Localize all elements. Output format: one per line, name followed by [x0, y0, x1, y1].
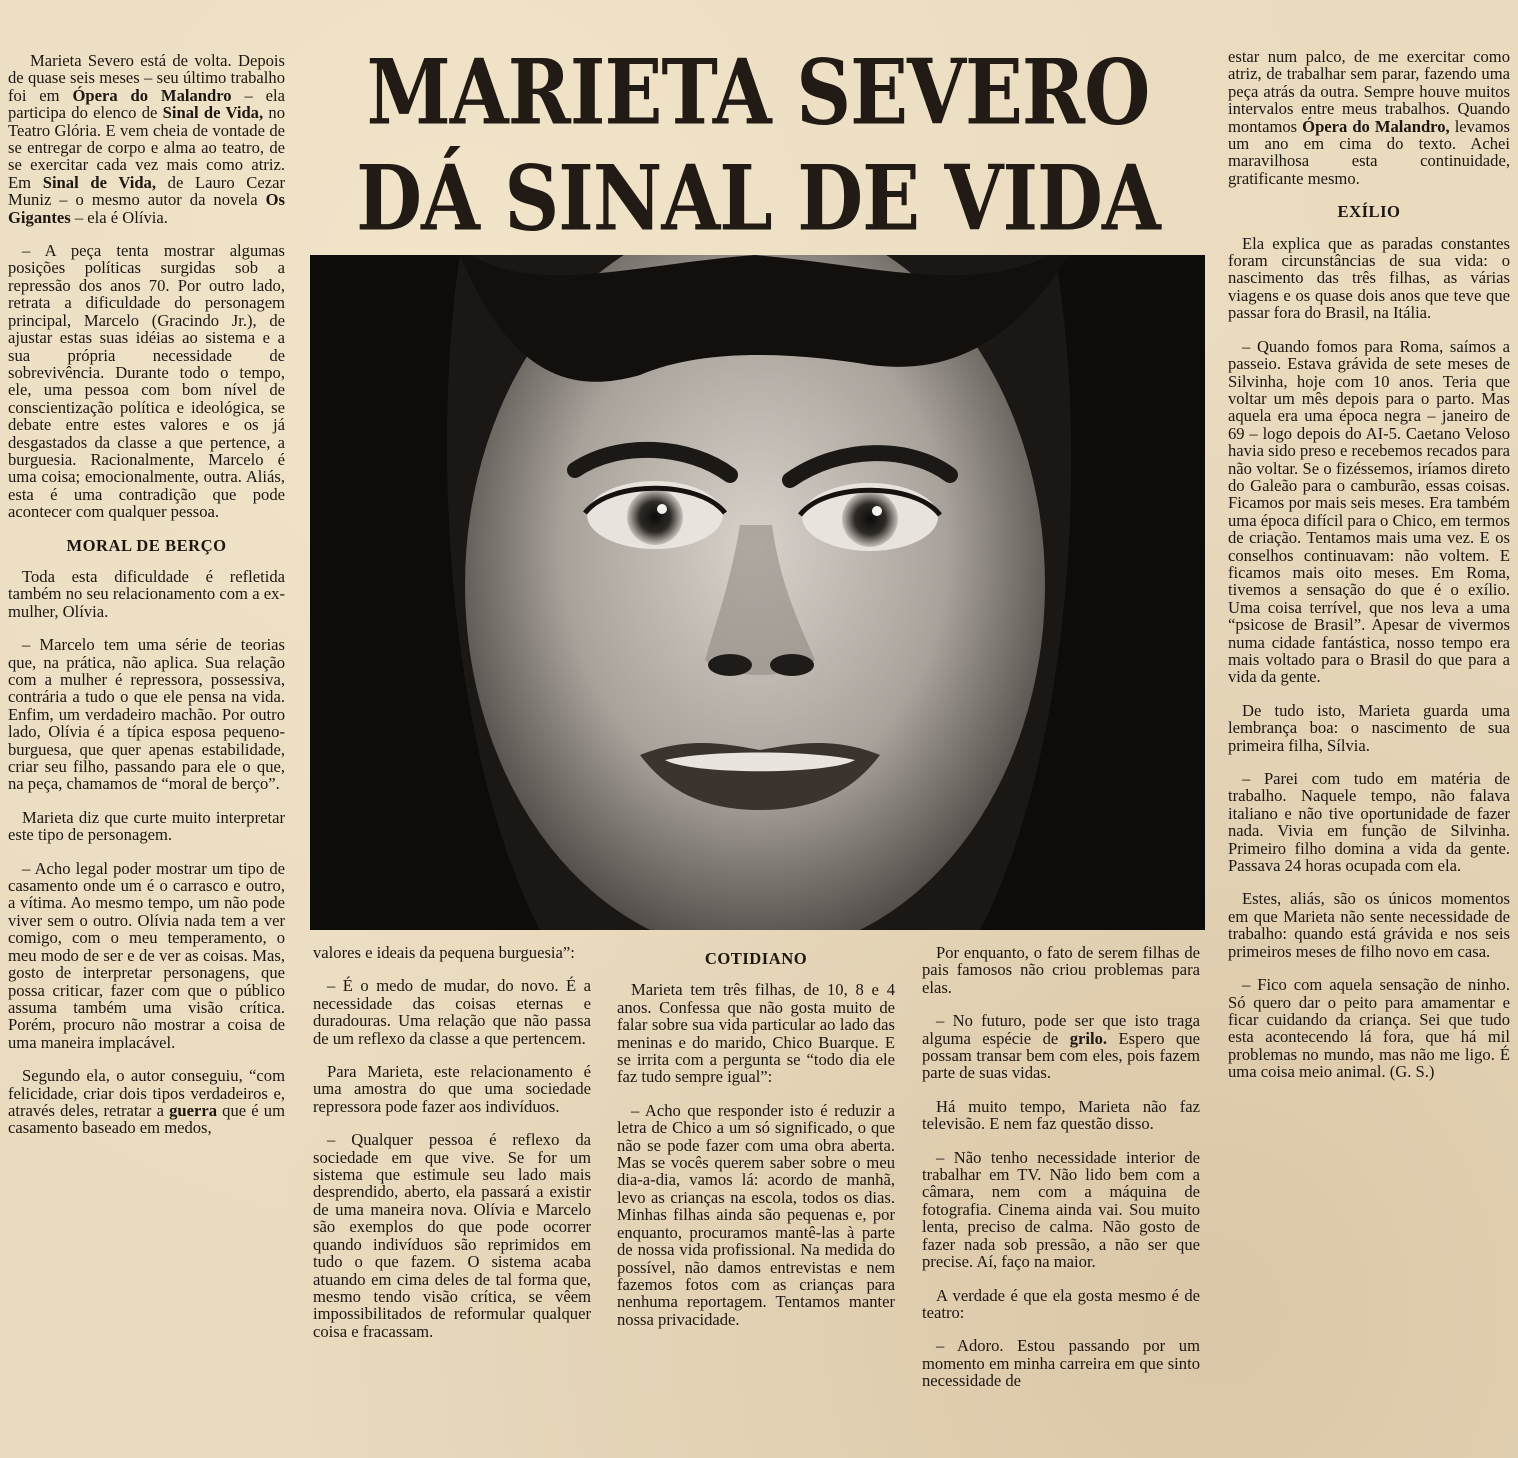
paragraph [8, 1067, 285, 1137]
paragraph: – Fico com aquela sensação de ninho. Só quero dar o peito para amamentar e ficar cuidando da criança. Sei que tudo esta acontecendo lá fora, que há mil problemas no mundo, mas não me ligo. É uma coisa meio animal. (G. S.) [1228, 975, 1510, 1082]
portrait-illustration [310, 255, 1205, 930]
paragraph: Para Marieta, este relacionamento é uma amostra do que uma sociedade repressora pode fazer aos indivíduos. [313, 1062, 591, 1116]
section-heading: COTIDIANO [704, 949, 808, 968]
paragraph: Marieta tem três filhas, de 10, 8 e 4 anos. Confessa que não gosta muito de falar sobre sua vida particular ao lado das meninas e do marido, Chico Buarque. E se irrita com a pergunta se “todo dia ele faz tudo sempre igual”: [617, 980, 895, 1087]
bold-text: Os Gigantes [8, 190, 285, 227]
paragraph: De tudo isto, Marieta guarda uma lembrança boa: o nascimento de sua primeira filha, Sílvia. [1228, 700, 1510, 755]
paragraph [1228, 48, 1510, 187]
paragraph: Ela explica que as paradas constantes foram circunstâncias de sua vida: o nascimento das três filhas, as várias viagens e os quase dois anos que teve que passar fora do Brasil, na Itália. [1228, 233, 1510, 323]
text: no Teatro Glória. E vem cheia de vontade de se entregar de corpo e alma ao teatro, de se exercitar cada vez mais como atriz. Em [8, 103, 286, 192]
paragraph: – Quando fomos para Roma, saímos a passeio. Estava grávida de sete meses de Silvinha, hoje com 10 anos. Teria que voltar um mês depois para o parto. Mas aquela era uma época negra – janeiro de 69 – logo depois do AI-5. Caetano Veloso havia sido preso e recebemos recados para não voltar. Se o fizéssemos, iríamos direto do Galeão para o camburão, essas coisas. Ficamos por mais seis meses. Era também uma época difícil para o Chico, em termos de criação. Tentamos mais uma vez. E os conselhos continuavam: não voltem. E ficamos mais oito meses. Em Roma, tivemos a sensação do que é o exílio. Uma coisa terrível, que nos leva a uma “psicose de Brasil”. Apesar de vivermos numa cidade fantástica, nosso tempo era mais voltado para o Brasil do que para a vida da gente. [1228, 336, 1510, 687]
text: Segundo ela, o autor conseguiu, “com felicidade, criar dois tipos verdadeiros e, através deles, retratar a [8, 1066, 285, 1120]
headline-line-2: DÁ SINAL DE VIDA [356, 145, 1160, 251]
paragraph: valores e ideais da pequena burguesia”: [313, 943, 575, 962]
bold-text: Sinal de Vida, [42, 172, 156, 192]
paragraph: Estes, aliás, são os únicos momentos em que Marieta não sente necessidade de trabalho: quando está grávida e nos seis primeiros meses de filho novo em casa. [1228, 889, 1510, 961]
bold-text: guerra [169, 1100, 218, 1120]
headline [318, 40, 1198, 252]
column-4 [922, 944, 1200, 1406]
text: Marieta Severo está de volta. Depois de quase seis meses – seu último trabalho foi em [8, 51, 285, 105]
paragraph: – Acho que responder isto é reduzir a letra de Chico a um só significado, o que não se pode fazer com uma obra aberta. Mas se vocês querem saber sobre o meu dia-a-dia, vamos lá: acordo de manhã, levo as crianças na escola, todos os dias. Minhas filhas ainda são pequenas e, por enquanto, procuramos mantê-las à parte de nossa vida profissional. Na medida do possível, não damos entrevistas e nem fazemos fotos com as crianças para nenhuma reportagem. Tentamos manter nossa privacidade. [617, 1100, 895, 1329]
column-2 [313, 944, 591, 1356]
text: – ela participa do elenco de [8, 85, 286, 123]
text: – No futuro, pode ser que isto traga alguma espécie de [922, 1011, 1200, 1048]
paragraph: Há muito tempo, Marieta não faz televisão. E nem faz questão disso. [922, 1096, 1200, 1134]
paragraph: – É o medo de mudar, do novo. É a necessidade das coisas eternas e duradouras. Uma relação que não passa de um reflexo da classe a que pertencem. [313, 976, 591, 1048]
paragraph: – Não tenho necessidade interior de trabalhar em TV. Não lido bem com a câmara, nem com a máquina de fotografia. Cinema ainda vai. Sou muito lenta, preciso de calma. Não gosto de fazer nada sob pressão, a não ser que precise. Aí, faço na maior. [922, 1147, 1200, 1272]
paragraph: Por enquanto, o fato de serem filhas de pais famosos não criou problemas para elas. [922, 943, 1200, 997]
headline-line-1: MARIETA SEVERO [366, 39, 1150, 145]
paragraph [8, 52, 285, 226]
text: de Lauro Cezar Muniz – o mesmo autor da novela [8, 172, 285, 210]
text: levamos um ano em cima do texto. Achei maravilhosa esta continuidade, gratificante mesmo. [1228, 116, 1510, 188]
paragraph: Marieta diz que curte muito interpretar este tipo de personagem. [8, 807, 285, 845]
bold-text: grilo. [1069, 1028, 1108, 1048]
paragraph: Toda esta dificuldade é refletida também no seu relacionamento com a ex-mulher, Olívia. [8, 566, 285, 621]
paragraph [922, 1012, 1200, 1082]
text: – ela é Olívia. [70, 207, 168, 227]
paragraph: – Parei com tudo em matéria de trabalho. Naquele tempo, não falava italiano e não tive oportunidade de fazer nada. Vivia em função de Silvinha. Primeiro filho domina a vida da gente. Passava 24 horas ocupada com ela. [1228, 769, 1510, 876]
paragraph: – A peça tenta mostrar algumas posições políticas surgidas sob a repressão dos anos 70. Por outro lado, retrata a dificuldade do personagem principal, Marcelo (Gracindo Jr.), de ajustar estas suas idéias ao sistema e a sua própria necessidade de sobrevivência. Durante todo o tempo, ele, uma pessoa com bom nível de conscientização política e ideológica, se debate entre estes valores e os já desgastados da classe a que pertence, a burguesia. Racionalmente, Marcelo é uma coisa; emocionalmente, outra. Aliás, esta é uma contradição que pode acontecer com qualquer pessoa. [8, 241, 285, 522]
paragraph: – Qualquer pessoa é reflexo da sociedade em que vive. Se for um sistema que estimule seu lado mais desprendido, aberto, ela passará a existir de uma maneira nova. Olívia e Marcelo são exemplos do que pode ocorrer quando indivíduos são reprimidos em tudo o que fazem. O sistema acaba atuando em cima deles de tal forma que, mesmo tendo visão crítica, se vêem impossibilitados de reformular qualquer coisa e fracassam. [313, 1130, 591, 1341]
bold-text: Sinal de Vida, [162, 103, 264, 123]
text: que é um casamento baseado em medos, [8, 1100, 285, 1138]
portrait-photo [310, 255, 1205, 930]
column-1 [8, 52, 285, 1153]
section-heading: MORAL DE BERÇO [66, 535, 227, 555]
section-heading: EXÍLIO [1337, 202, 1401, 222]
text: estar num palco, de me exercitar como atriz, de trabalhar sem parar, fazendo uma peça atrás da outra. Sempre houve muitos intervalos entre meus trabalhos. Quando montamos [1228, 47, 1510, 136]
paragraph: A verdade é que ela gosta mesmo é de teatro: [922, 1285, 1200, 1322]
paragraph: – Marcelo tem uma série de teorias que, na prática, não aplica. Sua relação com a mulher é repressora, possessiva, contrária a tudo o que ele pensa na vida. Enfim, um verdadeiro machão. Por outro lado, Olívia é a típica esposa pequeno-burguesa, que quer apenas estabilidade, criar seu filho, passando para ele o que, na peça, chamamos de “moral de berço”. [8, 635, 285, 794]
text: Espero que possam transar bem com eles, pois fazem parte de suas vidas. [922, 1028, 1200, 1083]
column-5 [1228, 48, 1510, 1097]
bold-text: Ópera do Malandro [72, 85, 232, 105]
paragraph: – Adoro. Estou passando por um momento em minha carreira em que sinto necessidade de [922, 1336, 1200, 1391]
bold-text: Ópera do Malandro, [1302, 116, 1450, 136]
column-3 [617, 950, 895, 1344]
paragraph: – Acho legal poder mostrar um tipo de casamento onde um é o carrasco e outro, a vítima. Ao mesmo tempo, um não pode viver sem o outro. Olívia nada tem a ver comigo, com o meu temperamento, o meu modo de ser e de ver as coisas. Mas, gosto de interpretar personagens, que possa criticar, fazer com que o público assuma também uma visão crítica. Porém, procuro não mostrar a coisa de uma maneira implacável. [8, 858, 285, 1052]
